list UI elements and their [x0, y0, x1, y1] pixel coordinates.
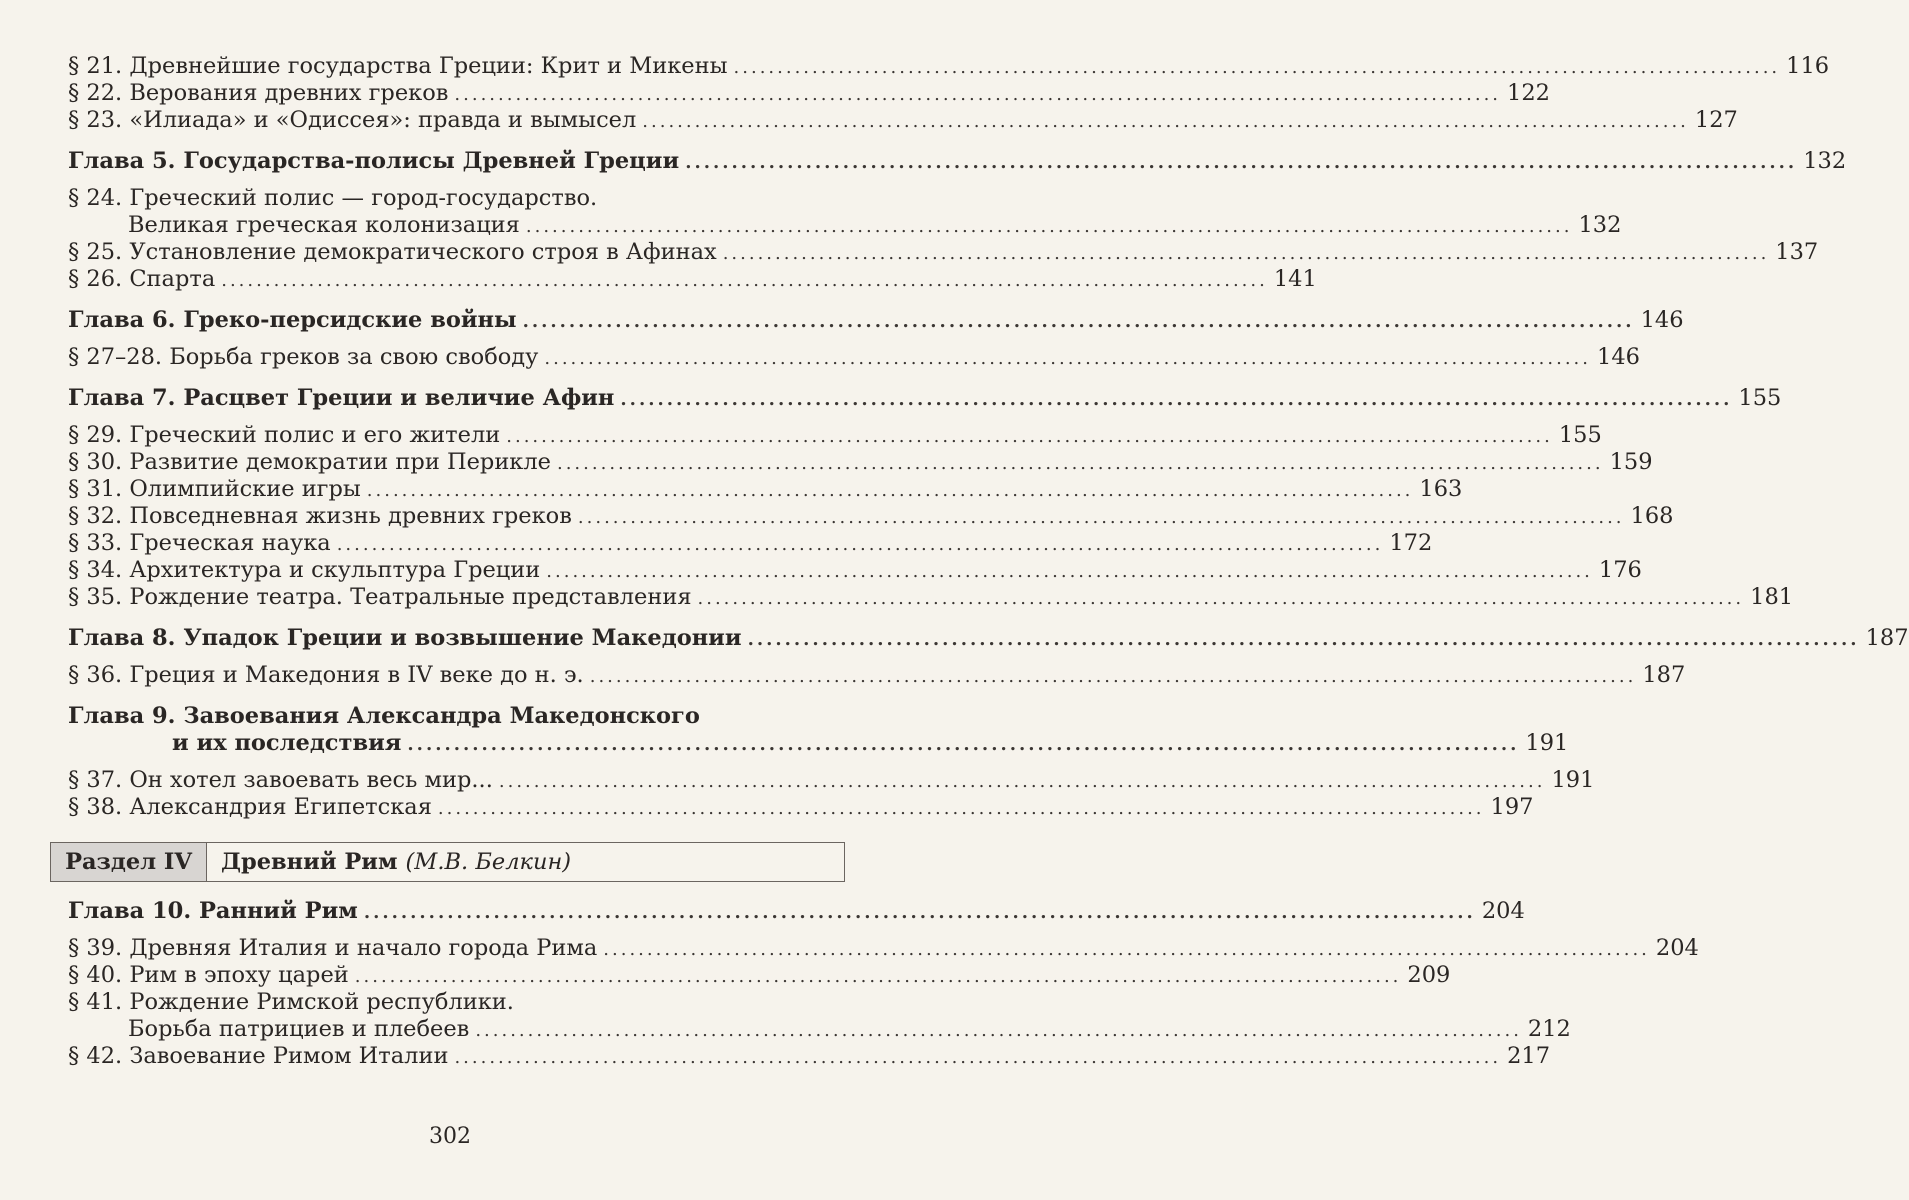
table-of-contents-rome	[68, 898, 1699, 1070]
section-author: (М.В. Белкин)	[405, 849, 572, 875]
toc-chapter-page: 187	[1865, 625, 1909, 651]
leader-dots: ........................................................................................................................	[556, 453, 1604, 474]
leader-dots: ........................................................................................................................	[642, 111, 1689, 132]
leader-dots: ........................................................................................................................	[747, 629, 1860, 650]
toc-entry	[68, 767, 1595, 794]
leader-dots: ........................................................................................................................	[544, 348, 1591, 369]
toc-entry-label: § 23. «Илиада» и «Одиссея»: правда и вымысел	[68, 107, 637, 133]
toc-entry-label: § 36. Греция и Македония в IV веке до н. э.	[68, 662, 584, 688]
toc-entry-label: § 38. Александрия Египетская	[68, 794, 432, 820]
section-header	[50, 842, 845, 882]
toc-chapter-label: Глава 6. Греко-персидские войны	[68, 307, 517, 333]
leader-dots: ........................................................................................................................	[407, 734, 1520, 755]
toc-entry-page: 163	[1419, 476, 1463, 502]
toc-entry-page: 176	[1598, 557, 1642, 583]
leader-dots: ........................................................................................................................	[454, 84, 1502, 105]
toc-chapter-label: Глава 7. Расцвет Греции и величие Афин	[68, 385, 615, 411]
toc-chapter	[68, 703, 1569, 757]
toc-entry	[68, 239, 1819, 266]
toc-entry-page: 172	[1389, 530, 1433, 556]
toc-chapter	[68, 307, 1684, 334]
toc-chapter-page: 204	[1481, 898, 1525, 924]
toc-chapter-page: 146	[1640, 307, 1684, 333]
toc-entry	[68, 185, 1622, 239]
toc-entry	[68, 989, 1571, 1043]
leader-dots: ........................................................................................................................	[525, 216, 1573, 237]
toc-entry-label: § 31. Олимпийские игры	[68, 476, 361, 502]
leader-dots: ........................................................................................................................	[366, 480, 1414, 501]
toc-chapter	[68, 625, 1909, 652]
toc-entry-label: § 41. Рождение Римской республики.	[68, 989, 514, 1015]
toc-entry-label: § 22. Верования древних греков	[68, 80, 449, 106]
leader-dots: ........................................................................................................................	[733, 57, 1781, 78]
toc-chapter-continued-page: 191	[1525, 730, 1569, 756]
toc-entry-label: § 30. Развитие демократии при Перикле	[68, 449, 551, 475]
toc-entry-page: 168	[1630, 503, 1674, 529]
toc-entry-continued-page: 132	[1578, 212, 1622, 238]
toc-chapter-label: Глава 10. Ранний Рим	[68, 898, 358, 924]
toc-entry-continued	[68, 212, 1622, 239]
toc-entry	[68, 80, 1550, 107]
toc-entry-page: 217	[1507, 1043, 1551, 1069]
toc-entry-page: 159	[1609, 449, 1653, 475]
leader-dots: ........................................................................................................................	[475, 1020, 1522, 1041]
leader-dots: ........................................................................................................................	[363, 902, 1476, 923]
toc-entry	[68, 476, 1463, 503]
toc-entry-continued-page: 212	[1527, 1016, 1571, 1042]
toc-chapter	[68, 898, 1525, 925]
toc-entry	[68, 107, 1738, 134]
toc-entry-page: 191	[1551, 767, 1595, 793]
toc-chapter-page: 132	[1803, 148, 1847, 174]
toc-chapter-continued	[68, 730, 1569, 757]
toc-entry-page: 116	[1786, 53, 1830, 79]
toc-entry-label: § 34. Архитектура и скульптура Греции	[68, 557, 541, 583]
toc-entry-label: § 26. Спарта	[68, 266, 216, 292]
toc-entry-label: § 35. Рождение театра. Театральные представления	[68, 584, 692, 610]
toc-entry	[68, 503, 1674, 530]
toc-entry	[68, 53, 1830, 80]
leader-dots: ........................................................................................................................	[589, 666, 1637, 687]
toc-entry	[68, 962, 1451, 989]
toc-entry-page: 187	[1642, 662, 1686, 688]
toc-entry-label: § 40. Рим в эпоху царей	[68, 962, 349, 988]
leader-dots: ........................................................................................................................	[685, 152, 1798, 173]
toc-entry-continued-label: Великая греческая колонизация	[128, 212, 520, 238]
leader-dots: ........................................................................................................................	[522, 311, 1635, 332]
toc-chapter-label: Глава 9. Завоевания Александра Македонского	[68, 703, 700, 729]
leader-dots: ........................................................................................................................	[454, 1047, 1502, 1068]
toc-entry	[68, 584, 1794, 611]
toc-entry-page: 141	[1273, 266, 1317, 292]
leader-dots: ........................................................................................................................	[506, 426, 1553, 447]
toc-entry-label: § 29. Греческий полис и его жители	[68, 422, 501, 448]
leader-dots: ........................................................................................................................	[498, 771, 1546, 792]
toc-entry	[68, 557, 1642, 584]
toc-entry	[68, 449, 1653, 476]
leader-dots: ........................................................................................................................	[722, 243, 1770, 264]
toc-entry-page: 122	[1507, 80, 1550, 106]
toc-chapter-label: Глава 8. Упадок Греции и возвышение Македонии	[68, 625, 742, 651]
toc-entry-page: 204	[1655, 935, 1699, 961]
section-number: Раздел IV	[51, 843, 207, 881]
toc-entry	[68, 662, 1686, 689]
toc-entry-label: § 37. Он хотел завоевать весь мир...	[68, 767, 493, 793]
toc-entry	[68, 344, 1640, 371]
toc-entry-label: § 25. Установление демократического строя в Афинах	[68, 239, 717, 265]
toc-chapter	[68, 385, 1782, 412]
toc-chapter-label: Глава 5. Государства-полисы Древней Греции	[68, 148, 680, 174]
leader-dots: ........................................................................................................................	[354, 966, 1402, 987]
toc-entry-label: § 32. Повседневная жизнь древних греков	[68, 503, 572, 529]
toc-entry-page: 137	[1775, 239, 1819, 265]
toc-entry-label: § 24. Греческий полис — город-государство.	[68, 185, 598, 211]
toc-chapter-continued-label: и их последствия	[172, 730, 402, 756]
leader-dots: ........................................................................................................................	[336, 534, 1384, 555]
toc-entry-label: § 39. Древняя Италия и начало города Рима	[68, 935, 598, 961]
leader-dots: ........................................................................................................................	[221, 270, 1268, 291]
toc-chapter	[68, 148, 1847, 175]
leader-dots: ........................................................................................................................	[546, 561, 1593, 582]
toc-entry-label: § 21. Древнейшие государства Греции: Крит и Микены	[68, 53, 728, 79]
toc-entry	[68, 1043, 1551, 1070]
toc-entry-continued-label: Борьба патрициев и плебеев	[128, 1016, 470, 1042]
leader-dots: ........................................................................................................................	[437, 798, 1485, 819]
toc-entry-continued	[68, 1016, 1571, 1043]
toc-entry-page: 146	[1597, 344, 1640, 370]
table-of-contents-greece	[68, 53, 1909, 821]
section-title-wrap	[207, 843, 844, 881]
toc-chapter-page: 155	[1738, 385, 1782, 411]
leader-dots: ........................................................................................................................	[620, 389, 1733, 410]
toc-entry	[68, 422, 1602, 449]
toc-entry-page: 155	[1558, 422, 1602, 448]
toc-entry	[68, 530, 1433, 557]
toc-entry-page: 127	[1694, 107, 1738, 133]
toc-entry-label: § 42. Завоевание Римом Италии	[68, 1043, 449, 1069]
leader-dots: ........................................................................................................................	[697, 588, 1745, 609]
toc-entry-page: 197	[1490, 794, 1534, 820]
toc-entry	[68, 794, 1534, 821]
leader-dots: ........................................................................................................................	[603, 939, 1650, 960]
section-title: Древний Рим	[221, 849, 398, 875]
toc-entry-label: § 33. Греческая наука	[68, 530, 331, 556]
toc-entry-page: 209	[1407, 962, 1451, 988]
toc-entry-page: 181	[1750, 584, 1794, 610]
leader-dots: ........................................................................................................................	[577, 507, 1625, 528]
page-number: 302	[429, 1124, 471, 1149]
toc-entry	[68, 266, 1317, 293]
toc-entry	[68, 935, 1699, 962]
toc-entry-label: § 27–28. Борьба греков за свою свободу	[68, 344, 539, 370]
